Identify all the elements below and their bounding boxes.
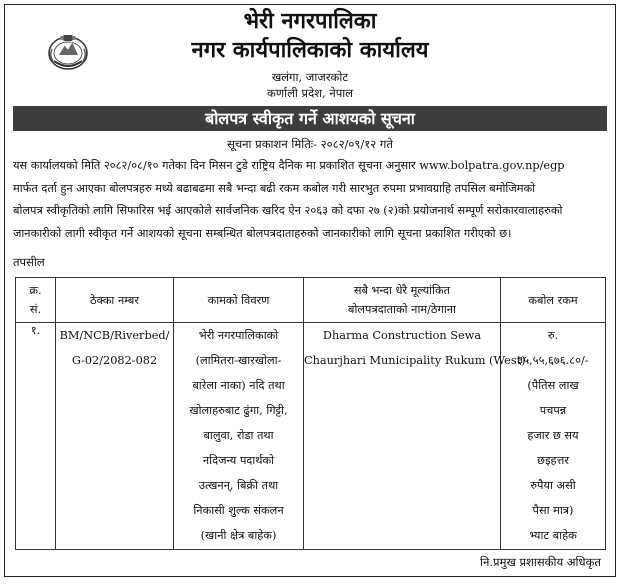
cell-bid-amount-line: (पैतिस लाख <box>527 379 579 392</box>
col-header-bid-amount: कबोल रकम <box>501 278 606 323</box>
col-header-bidder <box>304 278 501 323</box>
cell-bidder-line: Chaurjhari Municipality Rukum (West) <box>304 354 526 367</box>
col-header-sn-line: क्र. <box>29 284 42 297</box>
cell-contract-no-line: BM/NCB/Riverbed/ <box>59 329 170 342</box>
cell-work-desc-line: बारेला नाका) नदि तथा <box>192 379 285 392</box>
bid-table <box>15 277 606 550</box>
col-header-sn-line: सं. <box>29 303 42 316</box>
office-name: भेरी नगरपालिका <box>243 9 377 34</box>
publish-date: सूचना प्रकाशन मितिः- २०८२/०९/१२ गते <box>227 137 393 151</box>
signoff-title: नि.प्रमुख प्रशासकीय अधिकृत <box>480 555 601 569</box>
col-header-contract-no: ठेक्का नम्बर <box>56 278 174 323</box>
cell-work-desc-line: निकासी शुल्क संकलन <box>193 504 284 517</box>
table-header-row <box>16 278 606 323</box>
cell-bid-amount-line: हजार छ सय <box>527 429 579 442</box>
col-header-bidder-line: सबै भन्दा धेरै मूल्यांकित <box>353 284 451 297</box>
notice-body-line: यस कार्यालयको मिति २०८२/०८/१० गतेका दिन मिसन टुडे राष्ट्रिय दैनिक मा प्रकाशित सूचना अनुसार www.bolpatra.gov.np/egp <box>13 159 565 172</box>
cell-bid-amount-line: रुपैया असी <box>530 479 576 492</box>
notice-body-line: जानकारीको लागी स्वीकृत गर्ने आशयको सूचना सम्बन्धित बोलपत्रदाताहरुको जानकारीको लागि सूचना प्रकाशित गरीएको छ। <box>13 226 512 240</box>
cell-bidder-line: Dharma Construction Sewa <box>322 329 482 342</box>
table-row <box>16 323 606 550</box>
cell-bidder <box>304 323 526 550</box>
cell-work-desc-line: खोलाहरुबाट ढुंगा, गिट्टी, <box>189 404 288 417</box>
col-header-work-desc: कामको विवरण <box>174 278 304 323</box>
col-header-sn <box>16 278 56 323</box>
cell-work-desc-line: नदिजन्य पदार्थको <box>202 454 275 467</box>
cell-contract-no <box>56 323 174 550</box>
cell-bid-amount-line: पचपन्न <box>539 404 567 417</box>
cell-sn <box>16 323 56 550</box>
cell-bid-amount-line: ३५,५५,६७६.८०/- <box>517 354 589 367</box>
cell-work-desc-line: (लामितरा-खारखोला- <box>195 354 282 367</box>
cell-sn-value: १. <box>30 324 41 337</box>
cell-work-desc-line: बालुवा, रोडा तथा <box>203 429 274 442</box>
cell-work-desc-line: उत्खनन्, बिक्री तथा <box>198 479 279 492</box>
office-address: खलंगा, जाजरकोट <box>271 70 349 84</box>
cell-bid-amount-line: पैसा मात्र) <box>532 504 574 517</box>
notice-page <box>4 4 616 577</box>
notice-title-band: बोलपत्र स्वीकृत गर्ने आशयको सूचना <box>13 106 607 131</box>
col-header-bidder-line: बोलपत्रदाताको नाम/ठेगाना <box>348 303 456 316</box>
notice-body-line: बोलपत्र स्वीकृतिको लागि सिफारिस भई आएकोले सार्वजनिक खरिद ऐन २०६३ को दफा २७ (२)को प्रयोजनार्थ सम्पूर्ण सरोकारवालाहरुको <box>13 204 563 217</box>
cell-work-desc <box>174 323 304 550</box>
cell-work-desc-line: भेरी नगरपालिकाको <box>198 329 279 342</box>
notice-body <box>13 155 607 245</box>
cell-work-desc-line: (खानी क्षेत्र बाहेक) <box>200 529 277 542</box>
office-province: कर्णाली प्रदेश, नेपाल <box>266 86 354 100</box>
office-subtitle: नगर कार्यपालिकाको कार्यालय <box>191 38 429 63</box>
notice-body-line: मार्फत दर्ता हुन आएका बोलपत्रहरु मध्ये बढाबढमा सबै भन्दा बढी रकम कबोल गरी सारभुत रुपमा प्रभावग्राहि तपसिल बमोजिमको <box>13 181 536 195</box>
cell-bid-amount-line: भ्याट बाहेक <box>529 529 577 542</box>
tapasil-label: तपसील <box>13 255 45 269</box>
cell-bid-amount-line: छइहत्तर <box>537 454 569 467</box>
cell-contract-no-line: G-02/2082-082 <box>71 354 158 367</box>
cell-bid-amount-line: रु. <box>547 329 559 342</box>
